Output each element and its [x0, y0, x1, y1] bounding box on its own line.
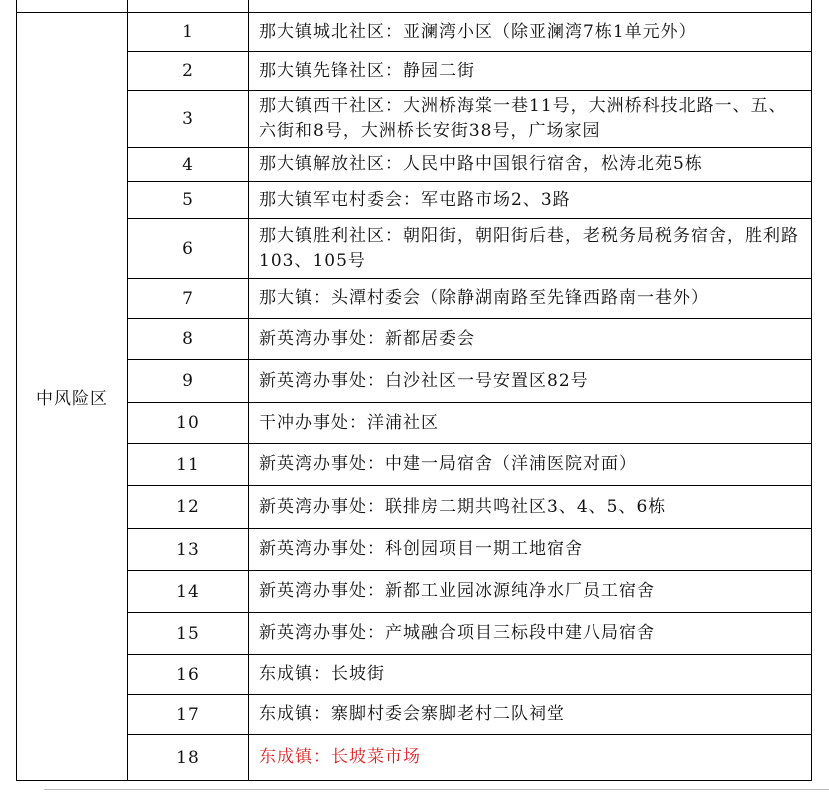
- row-number: 12: [128, 486, 249, 529]
- area-cell: [249, 182, 812, 219]
- table-row: [17, 403, 812, 444]
- table-row: [17, 571, 812, 613]
- area-cell: [249, 52, 812, 91]
- area-text: 新英湾办事处：白沙社区一号安置区82号: [259, 370, 589, 391]
- row-number: 15: [128, 613, 249, 655]
- area-cell: [249, 613, 812, 655]
- area-cell: [249, 91, 812, 148]
- table-row: [17, 182, 812, 219]
- row-number: 4: [128, 148, 249, 182]
- row-number: 16: [128, 655, 249, 695]
- row-number: 3: [128, 91, 249, 148]
- area-text: 那大镇军屯村委会：军屯路市场2、3路: [259, 189, 571, 210]
- area-text: 新英湾办事处：中建一局宿舍（洋浦医院对面）: [259, 454, 637, 474]
- area-text: 干冲办事处：洋浦社区: [259, 412, 439, 433]
- table-row: [17, 529, 812, 571]
- area-cell: [249, 219, 812, 279]
- row-number: 14: [128, 571, 249, 613]
- area-cell: [249, 571, 812, 613]
- area-cell: [249, 319, 812, 360]
- area-text: 东成镇：长坡菜市场: [259, 747, 421, 767]
- row-number: 13: [128, 529, 249, 571]
- risk-area-table: [16, 0, 812, 781]
- area-text: 那大镇胜利社区：朝阳街，朝阳街后巷，老税务局税务宿舍，胜利路103、105号: [259, 225, 799, 271]
- row-number: 9: [128, 360, 249, 403]
- area-cell: [249, 279, 812, 319]
- table-row: [17, 279, 812, 319]
- area-text: 那大镇西干社区：大洲桥海棠一巷11号，大洲桥科技北路一、五、六街和8号，大洲桥长安街38号，广场家园: [259, 96, 787, 141]
- area-cell: [249, 655, 812, 695]
- next-table-top-border: [44, 789, 829, 790]
- table-row: [17, 148, 812, 182]
- table-cell-empty: [249, 0, 812, 13]
- table-cell-empty: [128, 0, 249, 13]
- table-row: [17, 91, 812, 148]
- area-cell: [249, 403, 812, 444]
- table-row: [17, 735, 812, 781]
- row-number: 6: [128, 219, 249, 279]
- table-row: [17, 13, 812, 52]
- area-cell: [249, 529, 812, 571]
- area-text: 东成镇：寨脚村委会寨脚老村二队祠堂: [259, 704, 565, 724]
- row-number: 18: [128, 735, 249, 781]
- row-number: 11: [128, 444, 249, 486]
- table-row: [17, 655, 812, 695]
- row-number: 10: [128, 403, 249, 444]
- risk-table-body: [17, 0, 812, 781]
- table-row: [17, 52, 812, 91]
- table-row: [17, 486, 812, 529]
- area-text: 那大镇解放社区：人民中路中国银行宿舍，松涛北苑5栋: [259, 154, 703, 174]
- area-cell: [249, 695, 812, 735]
- row-number: 2: [128, 52, 249, 91]
- table-row: [17, 444, 812, 486]
- table-row: [17, 695, 812, 735]
- area-text: 新英湾办事处：联排房二期共鸣社区3、4、5、6栋: [259, 496, 667, 517]
- area-cell: [249, 735, 812, 781]
- area-cell: [249, 148, 812, 182]
- area-cell: [249, 13, 812, 52]
- area-text: 新英湾办事处：科创园项目一期工地宿舍: [259, 539, 583, 559]
- table-row: [17, 319, 812, 360]
- row-number: 1: [128, 13, 249, 52]
- area-text: 东成镇：长坡街: [259, 664, 385, 684]
- row-number: 7: [128, 279, 249, 319]
- area-text: 新英湾办事处：新都工业园冰源纯净水厂员工宿舍: [259, 581, 655, 601]
- row-number: 5: [128, 182, 249, 219]
- area-text: 新英湾办事处：新都居委会: [259, 328, 475, 349]
- area-text: 那大镇先锋社区：静园二街: [259, 60, 475, 81]
- area-text: 新英湾办事处：产城融合项目三标段中建八局宿舍: [259, 623, 655, 643]
- area-cell: [249, 444, 812, 486]
- table-row-header-remnant: [17, 0, 812, 13]
- area-text: 那大镇：头潭村委会（除静湖南路至先锋西路南一巷外）: [259, 288, 709, 308]
- row-number: 8: [128, 319, 249, 360]
- risk-level-label: 中风险区: [17, 13, 128, 781]
- area-cell: [249, 360, 812, 403]
- table-row: [17, 360, 812, 403]
- area-cell: [249, 486, 812, 529]
- table-cell-empty: [17, 0, 128, 13]
- table-row: [17, 613, 812, 655]
- area-text: 那大镇城北社区：亚澜湾小区（除亚澜湾7栋1单元外）: [259, 21, 697, 42]
- row-number: 17: [128, 695, 249, 735]
- table-row: [17, 219, 812, 279]
